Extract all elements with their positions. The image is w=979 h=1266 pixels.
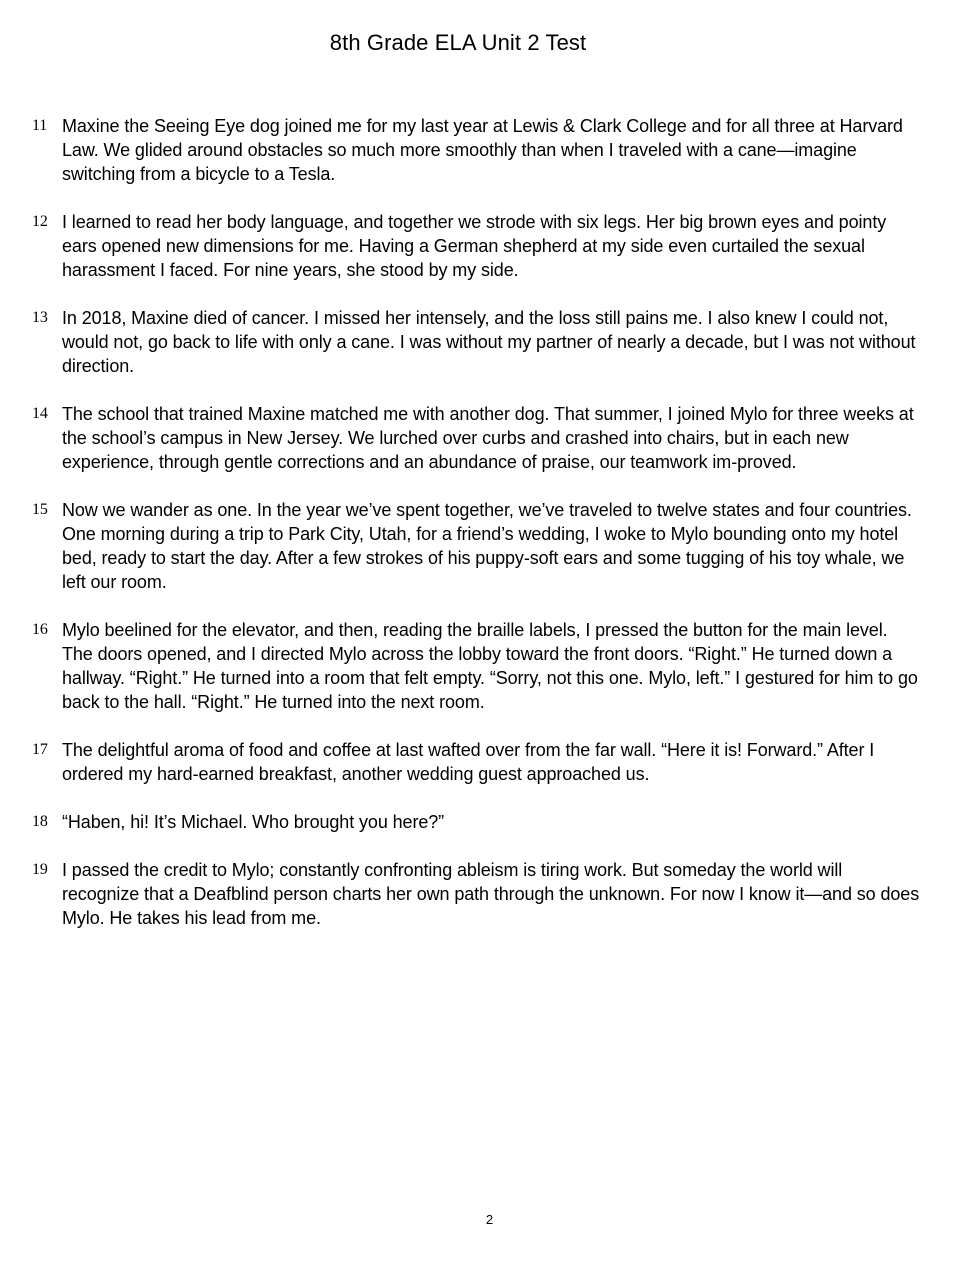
paragraph <box>0 210 922 282</box>
paragraph-number: 15 <box>32 501 48 518</box>
paragraph-text: Maxine the Seeing Eye dog joined me for my last year at Lewis & Clark College and for all three at Harvard Law. We glided around obstacles so much more smoothly than when I traveled with a cane—imagine switching from a bicycle to a Tesla. <box>62 116 903 184</box>
reading-passage <box>0 114 979 954</box>
paragraph <box>0 618 922 714</box>
paragraph-text: Now we wander as one. In the year we’ve spent together, we’ve traveled to twelve states and four countries. One morning during a trip to Park City, Utah, for a friend’s wedding, I woke to Mylo bounding onto my hotel bed, ready to start the day. After a few strokes of his puppy-soft ears and some tugging of his toy whale, we left our room. <box>62 500 912 592</box>
paragraph-number: 13 <box>32 309 48 326</box>
paragraph-text: I passed the credit to Mylo; constantly confronting ableism is tiring work. But someday the world will recognize that a Deafblind person charts her own path through the unknown. For now I know it—and so does Mylo. He takes his lead from me. <box>62 860 920 928</box>
paragraph-text: I learned to read her body language, and together we strode with six legs. Her big brown eyes and pointy ears opened new dimensions for me. Having a German shepherd at my side even curtailed the sexual harassment I faced. For nine years, she stood by my side. <box>62 212 887 280</box>
paragraph-number: 12 <box>32 213 48 230</box>
paragraph <box>0 858 922 930</box>
paragraph <box>0 114 922 186</box>
paragraph-number: 11 <box>32 117 48 134</box>
paragraph-number: 18 <box>32 813 48 830</box>
paragraph <box>0 738 922 786</box>
paragraph <box>0 306 922 378</box>
paragraph-number: 17 <box>32 741 48 758</box>
paragraph-text: The delightful aroma of food and coffee at last wafted over from the far wall. “Here it is! Forward.” After I ordered my hard-earned breakfast, another wedding guest approached us. <box>62 740 875 784</box>
paragraph-number: 19 <box>32 861 48 878</box>
paragraph-number: 14 <box>32 405 48 422</box>
paragraph-text: “Haben, hi! It’s Michael. Who brought you here?” <box>62 812 445 832</box>
page-number: 2 <box>485 1212 494 1227</box>
paragraph <box>0 810 922 834</box>
paragraph-number: 16 <box>32 621 48 638</box>
paragraph <box>0 402 922 474</box>
page-title: 8th Grade ELA Unit 2 Test <box>329 30 587 55</box>
paragraph-text: In 2018, Maxine died of cancer. I missed her intensely, and the loss still pains me. I also knew I could not, would not, go back to life with only a cane. I was without my partner of nearly a decade, but I was not without direction. <box>62 308 916 376</box>
paragraph-text: The school that trained Maxine matched me with another dog. That summer, I joined Mylo for three weeks at the school’s campus in New Jersey. We lurched over curbs and crashed into chairs, but in each new experience, through gentle corrections and an abundance of praise, our teamwork im-proved. <box>62 404 914 472</box>
paragraph <box>0 498 922 594</box>
paragraph-text: Mylo beelined for the elevator, and then, reading the braille labels, I pressed the button for the main level. The doors opened, and I directed Mylo across the lobby toward the front doors. “Right.” He turned down a hallway. “Right.” He turned into a room that felt empty. “Sorry, not this one. Mylo, left.” I gestured for him to go back to the hall. “Right.” He turned into the next room. <box>62 620 918 712</box>
